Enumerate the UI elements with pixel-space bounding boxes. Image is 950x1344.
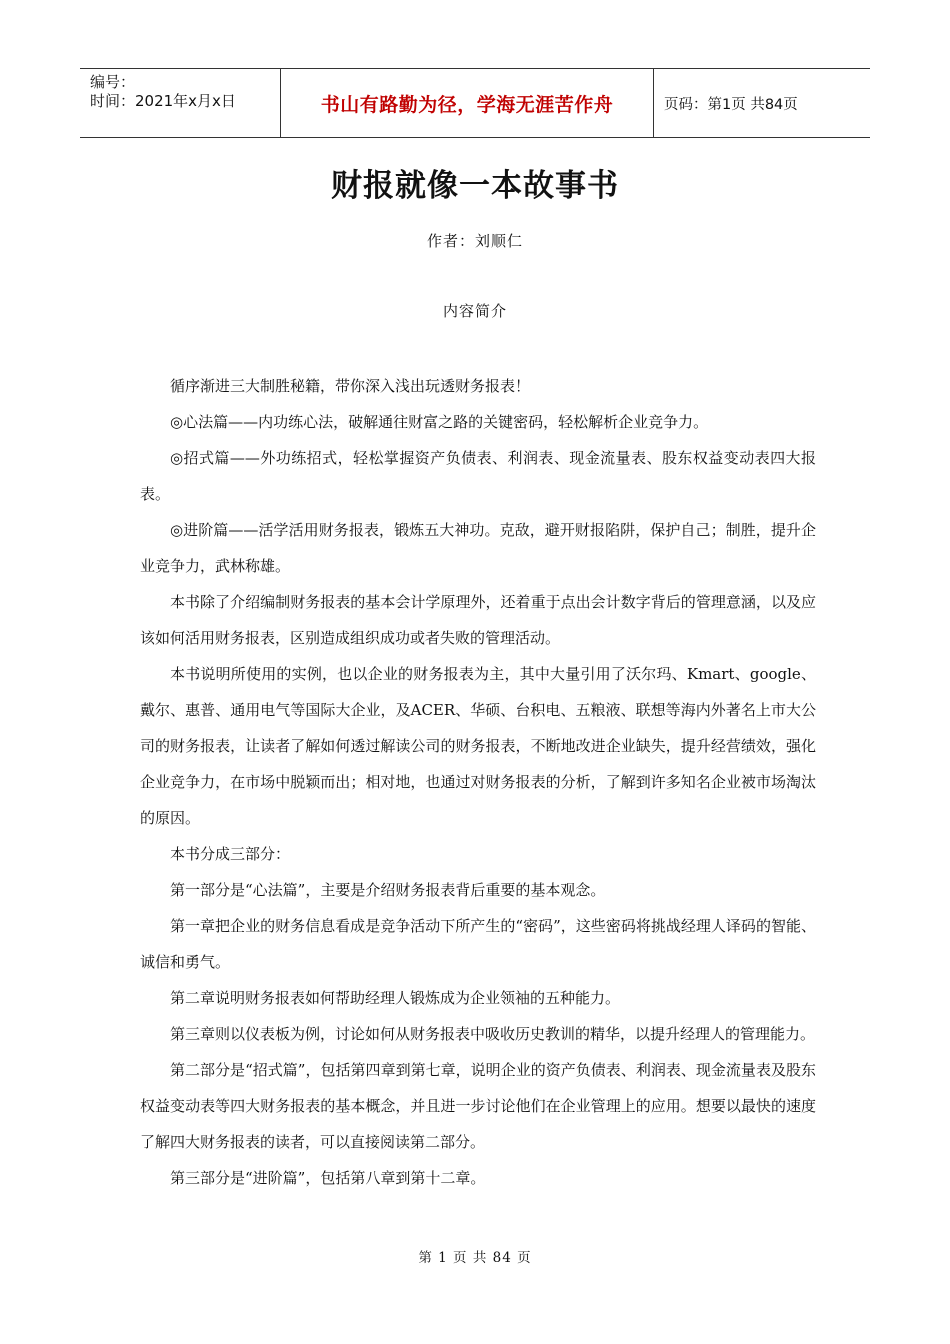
page-footer: 第 1 页 共 84 页: [418, 1250, 532, 1266]
paragraph: 第二章说明财务报表如何帮助经理人锻炼成为企业领袖的五种能力。: [170, 989, 621, 1007]
header-meta: [80, 69, 280, 137]
paragraph: 本书除了介绍编制财务报表的基本会计学原理外，还着重于点出会计数字背后的管理意涵，以及应该如何活用财务报表，区别造成组织成功或者失败的管理活动。: [140, 593, 816, 647]
date-label: 时间：2021年x月x日: [90, 92, 236, 110]
section-heading: 内容简介: [442, 302, 507, 320]
paragraph: 第三部分是“进阶篇”，包括第八章到第十二章。: [170, 1169, 486, 1187]
page-header: [80, 68, 870, 138]
paragraph: ◎进阶篇——活学活用财务报表，锻炼五大神功。克敌，避开财报陷阱，保护自己；制胜，提升企业竞争力，武林称雄。: [140, 521, 816, 575]
header-page-info: 页码：第1页 共84页: [664, 96, 798, 113]
paragraph: 循序渐进三大制胜秘籍，带你深入浅出玩透财务报表！: [170, 377, 531, 395]
paragraph: 第一章把企业的财务信息看成是竞争活动下所产生的“密码”，这些密码将挑战经理人译码的智能、诚信和勇气。: [140, 917, 816, 971]
serial-label: 编号：: [90, 73, 136, 91]
header-motto: 书山有路勤为径，学海无涯苦作舟: [320, 93, 614, 116]
paragraph: 第二部分是“招式篇”，包括第四章到第七章，说明企业的资产负债表、利润表、现金流量表及股东权益变动表等四大财务报表的基本概念，并且进一步讨论他们在企业管理上的应用。想要以最快的速度了解四大财务报表的读者，可以直接阅读第二部分。: [140, 1061, 816, 1151]
paragraph: 第一部分是“心法篇”，主要是介绍财务报表背后重要的基本观念。: [170, 881, 606, 899]
paragraph: ◎招式篇——外功练招式，轻松掌握资产负债表、利润表、现金流量表、股东权益变动表四大报表。: [140, 449, 816, 503]
paragraph: ◎心法篇——内功练心法，破解通往财富之路的关键密码，轻松解析企业竞争力。: [170, 413, 709, 431]
header-motto-cell: [280, 69, 654, 137]
document-author: 作者：刘顺仁: [426, 232, 523, 250]
document-title: 财报就像一本故事书: [331, 168, 619, 204]
paragraph: 本书分成三部分：: [170, 845, 291, 863]
paragraph: 本书说明所使用的实例，也以企业的财务报表为主，其中大量引用了沃尔玛、Kmart、google、戴尔、惠普、通用电气等国际大企业，及ACER、华硕、台积电、五粮液、联想等海内外著名上市大公司的财务报表，让读者了解如何透过解读公司的财务报表，不断地改进企业缺失，提升经营绩效，强化企业竞争力，在市场中脱颖而出；相对地，也通过对财务报表的分析，了解到许多知名企业被市场淘汰的原因。: [140, 665, 816, 827]
paragraph: 第三章则以仪表板为例，讨论如何从财务报表中吸收历史教训的精华，以提升经理人的管理能力。: [170, 1025, 816, 1043]
body-text: [140, 368, 816, 1196]
